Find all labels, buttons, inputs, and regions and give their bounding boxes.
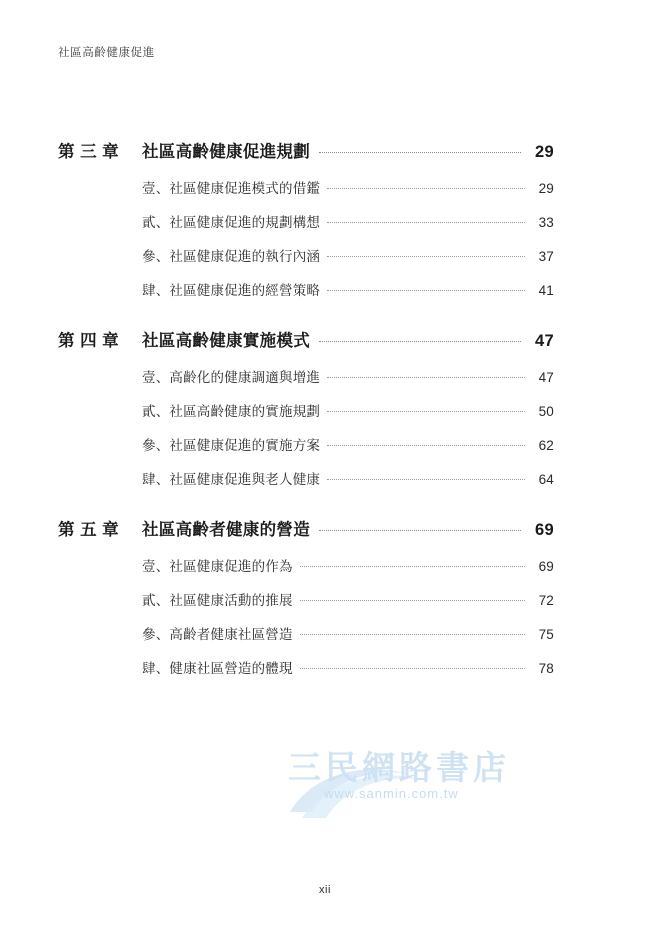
page-number: xii [319,884,331,896]
section-page-number: 69 [538,559,554,574]
dot-leader [300,634,525,635]
toc-chapter-entry[interactable] [58,516,554,540]
toc-chapter-entry[interactable] [58,327,554,351]
section-title: 貳、社區健康促進的規劃構想 [142,215,321,230]
section-title: 參、高齡者健康社區營造 [142,627,293,642]
chapter-label: 第 四 章 [58,332,120,350]
section-title: 參、社區健康促進的執行內涵 [142,249,321,264]
dot-leader [327,256,525,257]
section-page-number: 75 [538,627,554,642]
section-page-number: 33 [538,215,554,230]
dot-leader [319,530,521,531]
chapter-page-number: 69 [535,521,554,539]
toc-section-entry[interactable] [58,366,554,386]
section-page-number: 37 [538,249,554,264]
section-page-number: 29 [538,181,554,196]
dot-leader [300,566,525,567]
chapter-title: 社區高齡者健康的營造 [142,521,310,539]
toc-section-entry[interactable] [58,589,554,609]
chapter-label: 第 五 章 [58,521,120,539]
watermark-swoosh-icon [286,758,538,828]
chapter-block [58,138,554,299]
dot-leader [327,377,525,378]
toc-chapter-entry[interactable] [58,138,554,162]
chapter-block [58,516,554,677]
table-of-contents [58,138,554,677]
chapter-title: 社區高齡健康促進規劃 [142,143,310,161]
section-title: 壹、高齡化的健康調適與增進 [142,370,321,385]
chapter-title: 社區高齡健康實施模式 [142,332,310,350]
dot-leader [327,411,525,412]
toc-section-entry[interactable] [58,245,554,265]
toc-section-entry[interactable] [58,211,554,231]
section-page-number: 64 [538,472,554,487]
toc-section-entry[interactable] [58,434,554,454]
section-page-number: 78 [538,661,554,676]
section-title: 壹、社區健康促進模式的借鑑 [142,181,321,196]
section-title: 肆、社區健康促進與老人健康 [142,472,321,487]
dot-leader [319,152,521,153]
chapter-page-number: 29 [535,143,554,161]
toc-section-entry[interactable] [58,555,554,575]
section-title: 肆、健康社區營造的體現 [142,661,293,676]
section-title: 壹、社區健康促進的作為 [142,559,293,574]
chapter-block [58,327,554,488]
toc-section-entry[interactable] [58,657,554,677]
section-title: 參、社區健康促進的實施方案 [142,438,321,453]
dot-leader [327,479,525,480]
watermark-brand: 三民網路書店 [288,749,510,786]
dot-leader [300,600,525,601]
section-title: 貳、社區高齡健康的實施規劃 [142,404,321,419]
chapter-label: 第 三 章 [58,143,120,161]
section-page-number: 47 [538,370,554,385]
toc-section-entry[interactable] [58,279,554,299]
watermark [288,742,538,820]
dot-leader [327,188,525,189]
section-title: 肆、社區健康促進的經營策略 [142,283,321,298]
dot-leader [327,290,525,291]
section-page-number: 62 [538,438,554,453]
toc-section-entry[interactable] [58,177,554,197]
section-title: 貳、社區健康活動的推展 [142,593,293,608]
dot-leader [327,222,525,223]
toc-section-entry[interactable] [58,400,554,420]
running-head: 社區高齡健康促進 [58,47,155,59]
chapter-page-number: 47 [535,332,554,350]
section-page-number: 50 [538,404,554,419]
toc-section-entry[interactable] [58,623,554,643]
toc-section-entry[interactable] [58,468,554,488]
dot-leader [300,668,525,669]
watermark-url: www.sanmin.com.tw [324,786,459,801]
dot-leader [319,341,521,342]
section-page-number: 72 [538,593,554,608]
dot-leader [327,445,525,446]
section-page-number: 41 [538,283,554,298]
